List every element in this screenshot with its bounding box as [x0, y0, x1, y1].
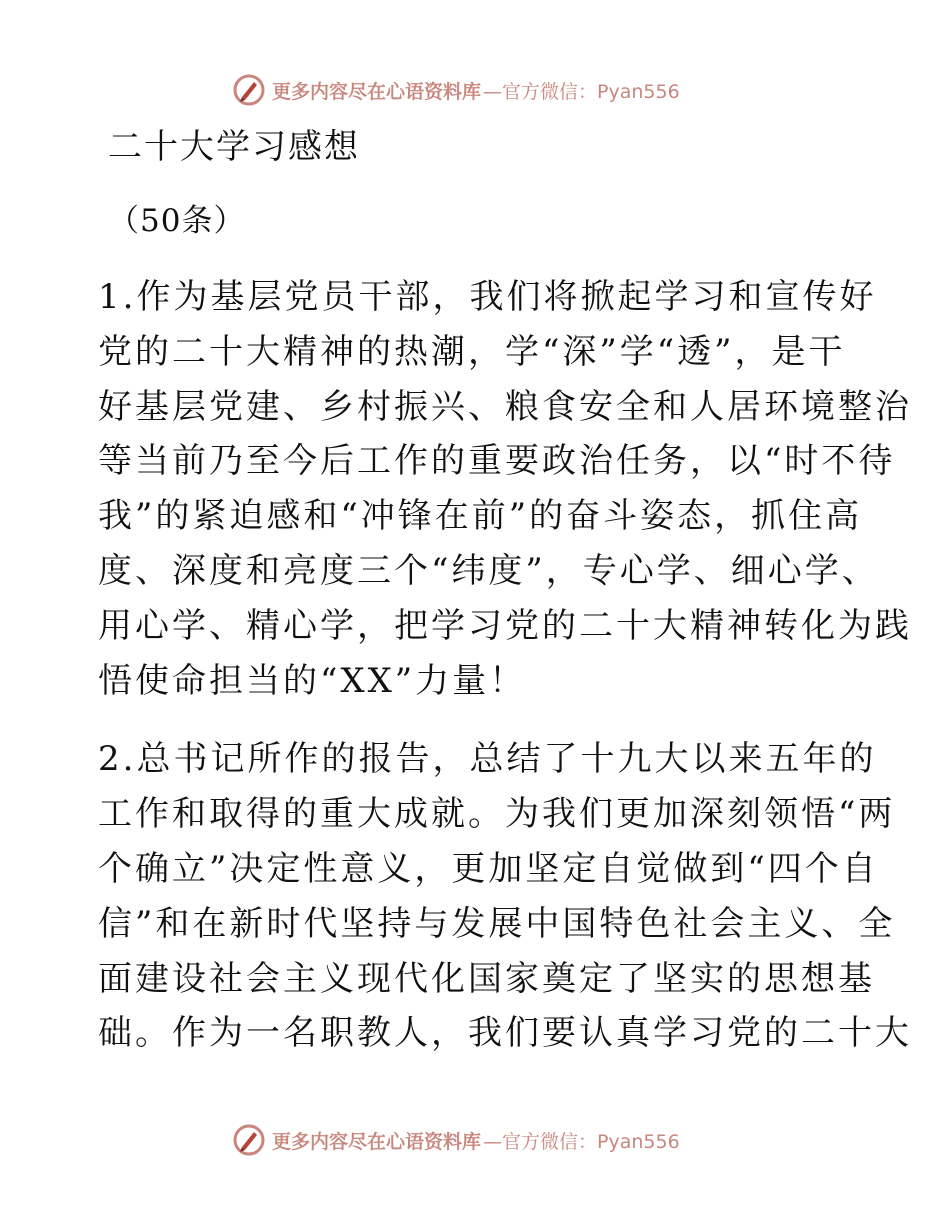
pen-circle-logo-icon — [232, 1123, 266, 1157]
paragraph-line: 2.总书记所作的报告，总结了十九大以来五年的 — [98, 739, 877, 780]
paragraph-line: 度、深度和亮度三个“纬度”，专心学、细心学、 — [98, 550, 879, 591]
paragraph-line: 面建设社会主义现代化国家奠定了坚实的思想基 — [98, 958, 875, 999]
paragraph-line: 悟使命担当的“XX”力量！ — [98, 660, 527, 701]
paragraph-line: 础。作为一名职教人，我们要认真学习党的二十大 — [98, 1013, 912, 1054]
footer-banner-contact: —官方微信：Pyan556 — [483, 1130, 680, 1153]
document-title: 二十大学习感想 — [108, 127, 360, 167]
header-banner — [232, 72, 680, 108]
paragraph-line: 党的二十大精神的热潮，学“深”学“透”，是干 — [98, 331, 846, 372]
paragraph-line: 我”的紧迫感和“冲锋在前”的奋斗姿态，抓住高 — [98, 496, 863, 537]
paragraph-line: 工作和取得的重大成就。为我们更加深刻领悟“两 — [98, 794, 896, 835]
paragraph-line: 用心学、精心学，把学习党的二十大精神转化为践 — [98, 605, 912, 646]
footer-banner-text: 更多内容尽在心语资料库 — [272, 1130, 482, 1153]
paragraph-line: 1.作为基层党员干部，我们将掀起学习和宣传好 — [98, 277, 877, 317]
document-subtitle: （50条） — [108, 203, 246, 239]
paragraph-line: 个确立”决定性意义，更加坚定自觉做到“四个自 — [98, 848, 879, 889]
paragraph-2 — [98, 732, 912, 1061]
header-banner-contact: —官方微信：Pyan556 — [483, 80, 680, 103]
paragraph-line: 等当前乃至今后工作的重要政治任务，以“时不待 — [98, 441, 896, 482]
paragraph-line: 好基层党建、乡村振兴、粮食安全和人居环境整治 — [98, 386, 912, 427]
footer-banner — [232, 1122, 680, 1158]
paragraph-1 — [98, 270, 912, 708]
header-banner-text: 更多内容尽在心语资料库 — [272, 80, 482, 103]
pen-circle-logo-icon — [232, 73, 266, 107]
paragraph-spacer — [98, 708, 858, 732]
document-body — [98, 270, 912, 1061]
paragraph-line: 信”和在新时代坚持与发展中国特色社会主义、全 — [98, 903, 896, 944]
